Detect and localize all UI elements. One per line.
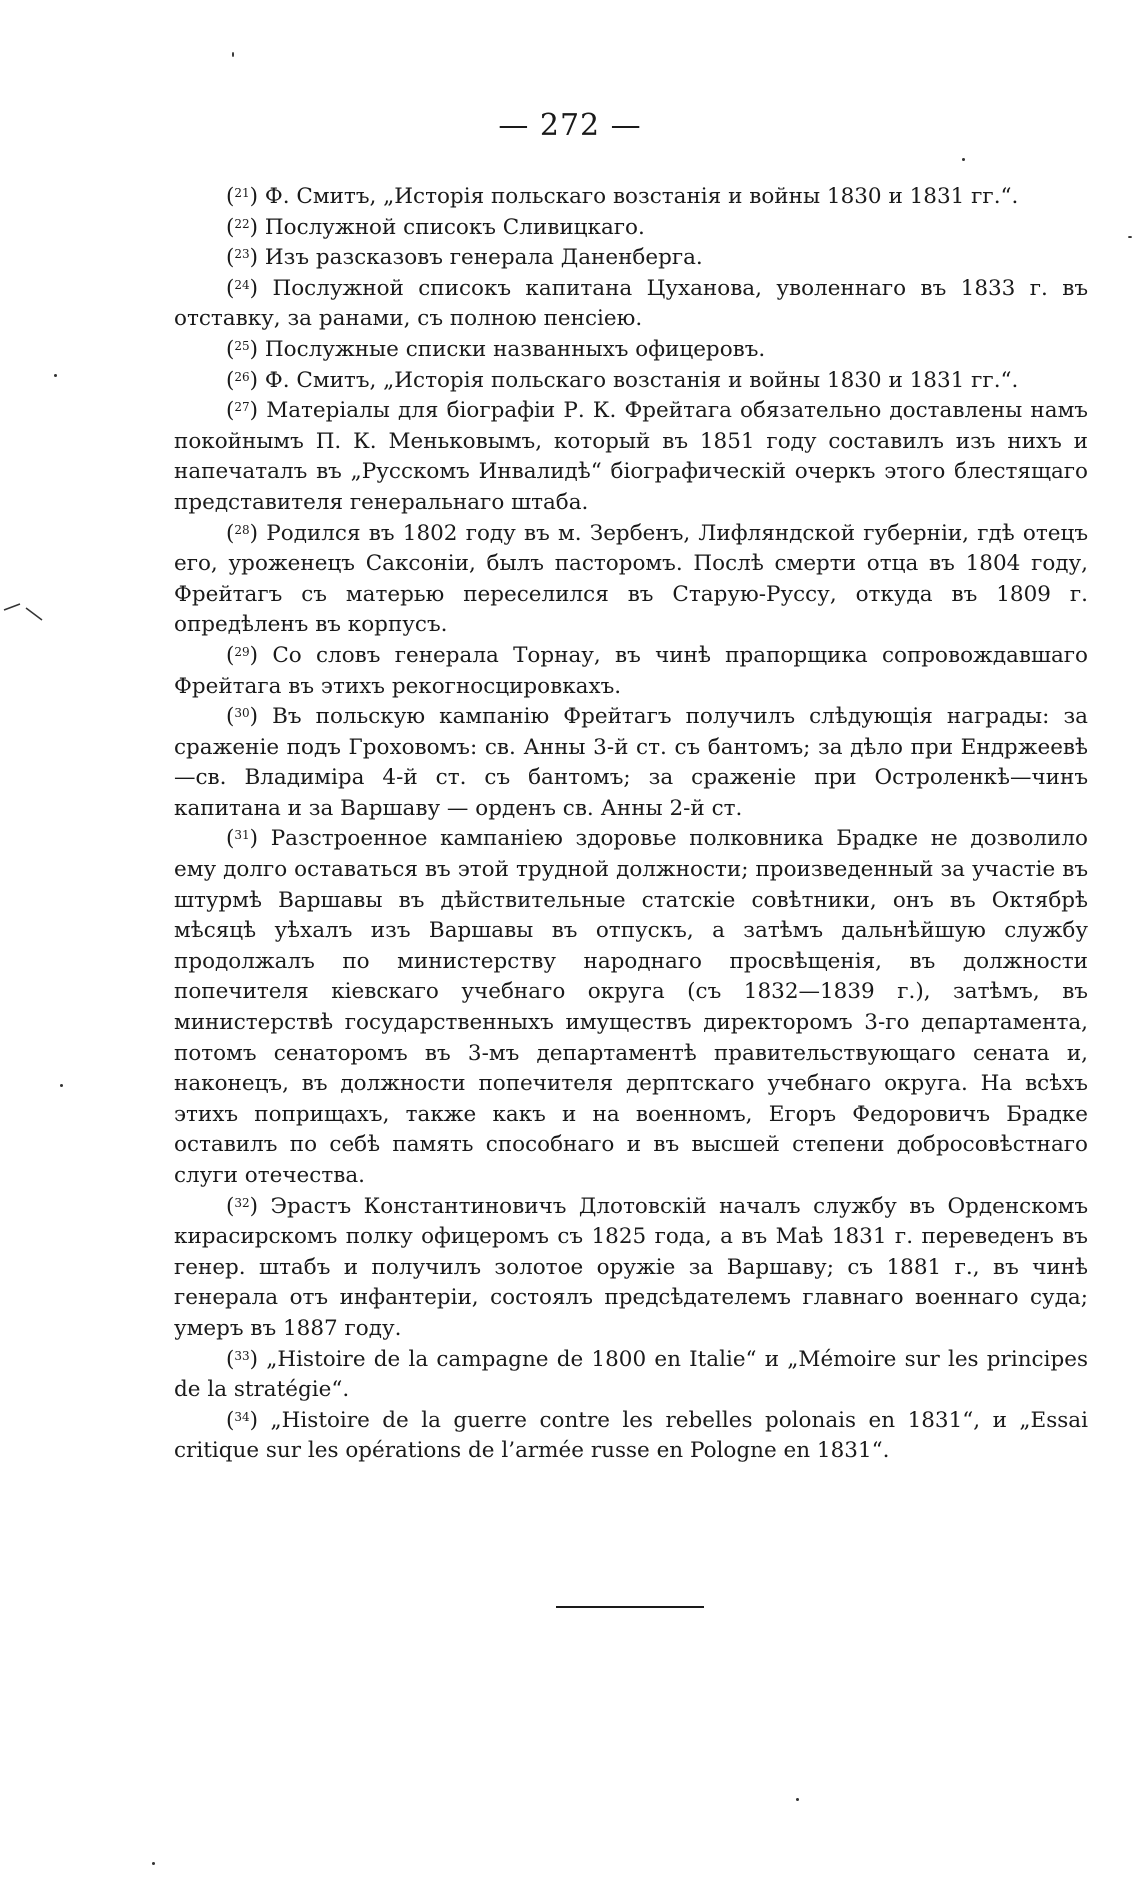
footnote-text: Матеріалы для біографіи Р. К. Фрейтага обязательно доставлены намъ покойнымъ П. К. Меньковымъ, который въ 1851 году составилъ изъ нихъ и напечаталъ въ „Русскомъ Инвалидѣ“ біографическій очеркъ этого блестящаго представителя генеральнаго штаба. (174, 398, 1088, 515)
footnote (174, 213, 1088, 244)
footnote-text: Въ польскую кампанію Фрейтагъ получилъ слѣдующія награды: за сраженіе подъ Гроховомъ: св. Анны 3-й ст. съ бантомъ; за дѣло при Ендржеевѣ—св. Владиміра 4-й ст. съ бантомъ; за сраженіе при Остроленкѣ—чинъ капитана и за Варшаву — орденъ св. Анны 2-й ст. (174, 704, 1088, 821)
footnote-text: Со словъ генерала Торнау, въ чинѣ прапорщика сопровождавшаго Фрейтага въ этихъ рекогносцировкахъ. (174, 642, 1088, 699)
footnote-number: ($^{28}$) (226, 520, 259, 546)
footnote-text: Послужной списокъ капитана Цуханова, уволеннаго въ 1833 г. въ отставку, за ранами, съ полною пенсіею. (174, 275, 1088, 332)
footnote-number: ($^{29}$) (226, 642, 259, 668)
footnote-text: Разстроенное кампаніею здоровье полковника Брадке не дозволило ему долго оставаться въ этой трудной должности; произведенный за участіе въ штурмѣ Варшавы въ дѣйствительные статскіе совѣтники, онъ въ Октябрѣ мѣсяцѣ уѣхалъ изъ Варшавы въ отпускъ, а затѣмъ дальнѣйшую службу продолжалъ по министерству народнаго просвѣщенія, въ должности попечителя кіевскаго учебнаго округа (съ 1832—1839 г.), затѣмъ, въ министерствѣ государственныхъ имуществъ директоромъ 3-го департамента, потомъ сенаторомъ въ 3-мъ департаментѣ правительствующаго сената и, наконецъ, въ должности попечителя дерптскаго учебнаго округа. На всѣхъ этихъ поприщахъ, также какъ и на военномъ, Егоръ Федоровичъ Брадке оставилъ по себѣ память способнаго и въ высшей степени добросовѣстнаго слуги отечества. (174, 826, 1088, 1188)
footnote (174, 519, 1088, 641)
footnote-number: ($^{23}$) (226, 245, 259, 271)
footnote (174, 1345, 1088, 1406)
scan-speck (152, 1862, 155, 1865)
footnote-text: Послужные списки названныхъ офицеровъ. (264, 336, 766, 362)
footnote-number: ($^{21}$) (226, 184, 259, 209)
footnote-number: ($^{26}$) (226, 367, 259, 393)
footnote-number: ($^{32}$) (226, 1193, 259, 1219)
footnote (174, 182, 1088, 213)
page-number: — 272 — (498, 108, 642, 143)
scan-speck (1128, 236, 1132, 238)
scan-speck (54, 374, 57, 377)
footnote (174, 1192, 1088, 1345)
scan-speck (962, 158, 965, 161)
footnote-number: ($^{25}$) (226, 336, 259, 362)
footnote-text: „Histoire de la campagne de 1800 en Italie“ и „Mémoire sur les principes de la stratégie“. (174, 1346, 1088, 1403)
footnote (174, 396, 1088, 518)
footnote-text: Эрастъ Константиновичъ Длотовскій началъ службу въ Орденскомъ кирасирскомъ полку офицеромъ съ 1825 года, а въ Маѣ 1831 г. переведенъ въ генер. штабъ и получилъ золотое оружіе за Варшаву; съ 1881 г., въ чинѣ генерала отъ инфантеріи, состоялъ предсѣдателемъ главнаго военнаго суда; умеръ въ 1887 году. (174, 1193, 1088, 1341)
footnote-number: ($^{22}$) (226, 214, 259, 240)
scan-speck (60, 1084, 63, 1087)
footnote (174, 274, 1088, 335)
footnote (174, 641, 1088, 702)
footnote (174, 243, 1088, 274)
footnote-text: Ф. Смитъ, „Исторія польскаго возстанія и войны 1830 и 1831 гг.“. (264, 367, 1019, 393)
footnote-text: Изъ разсказовъ генерала Даненберга. (264, 245, 703, 271)
margin-mark-icon (2, 598, 48, 624)
scan-speck (232, 52, 234, 57)
footnote-number: ($^{31}$) (226, 826, 259, 852)
footnote (174, 702, 1088, 824)
scan-speck (796, 1798, 799, 1801)
footnote (174, 366, 1088, 397)
end-rule (556, 1606, 704, 1608)
footnote-text: Послужной списокъ Сливицкаго. (264, 214, 645, 240)
footnote-text: Родился въ 1802 году въ м. Зербенъ, Лифляндской губерніи, гдѣ отецъ его, уроженецъ Саксоніи, былъ пасторомъ. Послѣ смерти отца въ 1804 году, Фрейтагъ съ матерью переселился въ Старую-Руссу, откуда въ 1809 г. опредѣленъ въ корпусъ. (174, 520, 1088, 638)
footnote-text: Ф. Смитъ, „Исторія польскаго возстанія и войны 1830 и 1831 гг.“. (264, 184, 1019, 209)
footnote (174, 335, 1088, 366)
footnotes-list (174, 182, 1088, 1467)
footnote-text: „Histoire de la guerre contre les rebelles polonais en 1831“, и „Essai critique sur les opérations de l’armée russe en Pologne en 1831“. (174, 1407, 1088, 1464)
footnote-number: ($^{24}$) (226, 275, 259, 301)
footnote-number: ($^{34}$) (226, 1407, 259, 1433)
footnote (174, 1406, 1088, 1467)
footnote-number: ($^{30}$) (226, 704, 259, 730)
footnote-number: ($^{27}$) (226, 398, 259, 424)
footnote (174, 824, 1088, 1191)
footnote-number: ($^{33}$) (226, 1346, 259, 1372)
